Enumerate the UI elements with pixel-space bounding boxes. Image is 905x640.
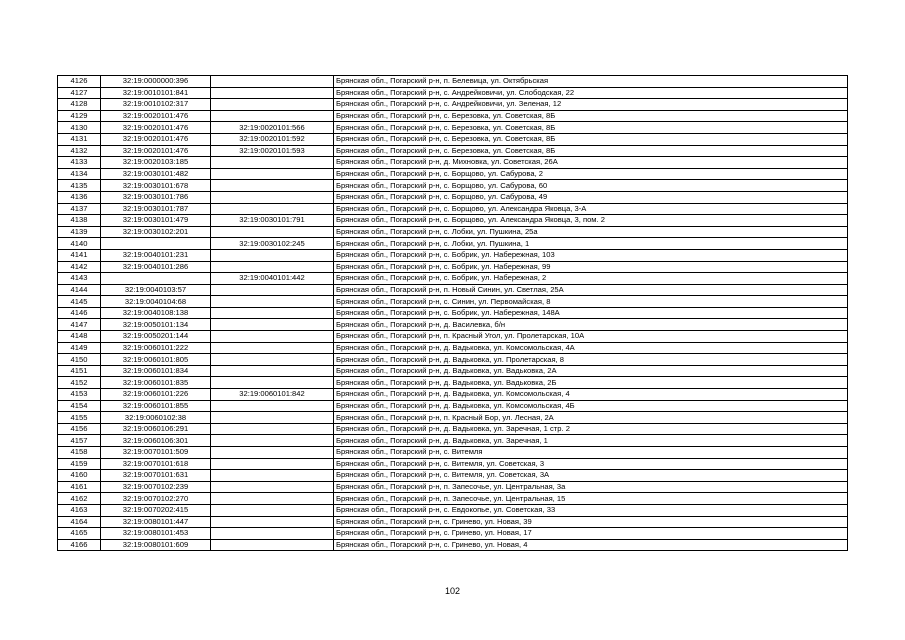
cadastral-number-cell: 32:19:0080101:447 bbox=[101, 516, 211, 528]
address-cell: Брянская обл., Погарский р-н, д. Вадьковка, ул. Пролетарская, 8 bbox=[334, 354, 848, 366]
table-row bbox=[58, 365, 848, 377]
table-row bbox=[58, 191, 848, 203]
address-cell: Брянская обл., Погарский р-н, с. Березовка, ул. Советская, 8Б bbox=[334, 110, 848, 122]
related-cadastral-number-cell bbox=[211, 516, 334, 528]
row-number-cell: 4163 bbox=[58, 504, 101, 516]
row-number-cell: 4137 bbox=[58, 203, 101, 215]
row-number-cell: 4140 bbox=[58, 238, 101, 250]
cadastral-number-cell: 32:19:0040104:68 bbox=[101, 296, 211, 308]
related-cadastral-number-cell bbox=[211, 481, 334, 493]
address-cell: Брянская обл., Погарский р-н, д. Василевка, б/н bbox=[334, 319, 848, 331]
related-cadastral-number-cell bbox=[211, 435, 334, 447]
related-cadastral-number-cell bbox=[211, 76, 334, 88]
row-number-cell: 4130 bbox=[58, 122, 101, 134]
cadastral-number-cell: 32:19:0080101:609 bbox=[101, 539, 211, 551]
address-cell: Брянская обл., Погарский р-н, п. Запесочье, ул. Центральная, 15 bbox=[334, 493, 848, 505]
related-cadastral-number-cell: 32:19:0030101:791 bbox=[211, 215, 334, 227]
cadastral-number-cell: 32:19:0020101:476 bbox=[101, 122, 211, 134]
row-number-cell: 4159 bbox=[58, 458, 101, 470]
address-cell: Брянская обл., Погарский р-н, д. Вадьковка, ул. Вадьковка, 2А bbox=[334, 365, 848, 377]
table-row bbox=[58, 331, 848, 343]
address-cell: Брянская обл., Погарский р-н, с. Андрейковичи, ул. Слободская, 22 bbox=[334, 87, 848, 99]
row-number-cell: 4156 bbox=[58, 423, 101, 435]
address-cell: Брянская обл., Погарский р-н, с. Синин, ул. Первомайская, 8 bbox=[334, 296, 848, 308]
address-cell: Брянская обл., Погарский р-н, с. Лобки, ул. Пушкина, 25а bbox=[334, 226, 848, 238]
related-cadastral-number-cell bbox=[211, 110, 334, 122]
address-cell: Брянская обл., Погарский р-н, с. Березовка, ул. Советская, 8Б bbox=[334, 122, 848, 134]
related-cadastral-number-cell bbox=[211, 191, 334, 203]
cadastral-number-cell: 32:19:0070202:415 bbox=[101, 504, 211, 516]
related-cadastral-number-cell bbox=[211, 377, 334, 389]
table-row bbox=[58, 296, 848, 308]
cadastral-number-cell: 32:19:0040101:286 bbox=[101, 261, 211, 273]
table-row bbox=[58, 458, 848, 470]
related-cadastral-number-cell bbox=[211, 400, 334, 412]
table-row bbox=[58, 249, 848, 261]
row-number-cell: 4126 bbox=[58, 76, 101, 88]
row-number-cell: 4157 bbox=[58, 435, 101, 447]
related-cadastral-number-cell bbox=[211, 284, 334, 296]
related-cadastral-number-cell bbox=[211, 458, 334, 470]
table-row bbox=[58, 133, 848, 145]
row-number-cell: 4150 bbox=[58, 354, 101, 366]
cadastral-number-cell: 32:19:0060106:301 bbox=[101, 435, 211, 447]
row-number-cell: 4132 bbox=[58, 145, 101, 157]
related-cadastral-number-cell bbox=[211, 331, 334, 343]
address-cell: Брянская обл., Погарский р-н, с. Бобрик, ул. Набережная, 103 bbox=[334, 249, 848, 261]
address-cell: Брянская обл., Погарский р-н, с. Витемля bbox=[334, 447, 848, 459]
row-number-cell: 4154 bbox=[58, 400, 101, 412]
cadastral-number-cell: 32:19:0070102:239 bbox=[101, 481, 211, 493]
cadastral-number-cell: 32:19:0030101:479 bbox=[101, 215, 211, 227]
table-row bbox=[58, 389, 848, 401]
related-cadastral-number-cell bbox=[211, 180, 334, 192]
cadastral-number-cell: 32:19:0020101:476 bbox=[101, 133, 211, 145]
row-number-cell: 4135 bbox=[58, 180, 101, 192]
page-number: 102 bbox=[444, 586, 461, 596]
row-number-cell: 4146 bbox=[58, 307, 101, 319]
row-number-cell: 4151 bbox=[58, 365, 101, 377]
address-cell: Брянская обл., Погарский р-н, с. Гринево, ул. Новая, 17 bbox=[334, 528, 848, 540]
related-cadastral-number-cell bbox=[211, 157, 334, 169]
row-number-cell: 4155 bbox=[58, 412, 101, 424]
table-row bbox=[58, 435, 848, 447]
cadastral-number-cell: 32:19:0040108:138 bbox=[101, 307, 211, 319]
address-cell: Брянская обл., Погарский р-н, д. Вадьковка, ул. Комсомольская, 4Б bbox=[334, 400, 848, 412]
row-number-cell: 4153 bbox=[58, 389, 101, 401]
related-cadastral-number-cell bbox=[211, 296, 334, 308]
row-number-cell: 4127 bbox=[58, 87, 101, 99]
table-row bbox=[58, 539, 848, 551]
row-number-cell: 4152 bbox=[58, 377, 101, 389]
row-number-cell: 4142 bbox=[58, 261, 101, 273]
related-cadastral-number-cell bbox=[211, 504, 334, 516]
cadastral-number-cell: 32:19:0020103:185 bbox=[101, 157, 211, 169]
address-cell: Брянская обл., Погарский р-н, п. Запесочье, ул. Центральная, 3а bbox=[334, 481, 848, 493]
cadastral-number-cell: 32:19:0060101:222 bbox=[101, 342, 211, 354]
table-row bbox=[58, 273, 848, 285]
table-row bbox=[58, 516, 848, 528]
cadastral-number-cell: 32:19:0060101:805 bbox=[101, 354, 211, 366]
row-number-cell: 4158 bbox=[58, 447, 101, 459]
address-cell: Брянская обл., Погарский р-н, с. Борщово, ул. Сабурова, 60 bbox=[334, 180, 848, 192]
related-cadastral-number-cell: 32:19:0020101:592 bbox=[211, 133, 334, 145]
related-cadastral-number-cell bbox=[211, 354, 334, 366]
address-cell: Брянская обл., Погарский р-н, д. Михновка, ул. Советская, 26А bbox=[334, 157, 848, 169]
row-number-cell: 4161 bbox=[58, 481, 101, 493]
cadastral-number-cell: 32:19:0050101:134 bbox=[101, 319, 211, 331]
cadastral-number-cell: 32:19:0060101:835 bbox=[101, 377, 211, 389]
address-cell: Брянская обл., Погарский р-н, с. Борщово, ул. Сабурова, 2 bbox=[334, 168, 848, 180]
cadastral-number-cell: 32:19:0030101:787 bbox=[101, 203, 211, 215]
table-row bbox=[58, 215, 848, 227]
row-number-cell: 4162 bbox=[58, 493, 101, 505]
row-number-cell: 4164 bbox=[58, 516, 101, 528]
row-number-cell: 4143 bbox=[58, 273, 101, 285]
related-cadastral-number-cell: 32:19:0020101:566 bbox=[211, 122, 334, 134]
cadastral-number-cell: 32:19:0080101:453 bbox=[101, 528, 211, 540]
related-cadastral-number-cell: 32:19:0040101:442 bbox=[211, 273, 334, 285]
table-row bbox=[58, 400, 848, 412]
related-cadastral-number-cell bbox=[211, 447, 334, 459]
address-cell: Брянская обл., Погарский р-н, д. Вадьковка, ул. Заречная, 1 bbox=[334, 435, 848, 447]
cadastral-number-cell: 32:19:0020101:476 bbox=[101, 110, 211, 122]
related-cadastral-number-cell bbox=[211, 342, 334, 354]
registry-table bbox=[57, 75, 848, 551]
related-cadastral-number-cell bbox=[211, 226, 334, 238]
cadastral-number-cell: 32:19:0000000:396 bbox=[101, 76, 211, 88]
cadastral-number-cell: 32:19:0070102:270 bbox=[101, 493, 211, 505]
address-cell: Брянская обл., Погарский р-н, с. Бобрик, ул. Набережная, 99 bbox=[334, 261, 848, 273]
cadastral-number-cell: 32:19:0060102:38 bbox=[101, 412, 211, 424]
related-cadastral-number-cell bbox=[211, 470, 334, 482]
address-cell: Брянская обл., Погарский р-н, с. Евдокопье, ул. Советская, 33 bbox=[334, 504, 848, 516]
registry-table-body bbox=[58, 76, 848, 551]
row-number-cell: 4138 bbox=[58, 215, 101, 227]
table-row bbox=[58, 284, 848, 296]
address-cell: Брянская обл., Погарский р-н, с. Бобрик, ул. Набережная, 2 bbox=[334, 273, 848, 285]
related-cadastral-number-cell bbox=[211, 539, 334, 551]
table-row bbox=[58, 447, 848, 459]
cadastral-number-cell: 32:19:0010101:841 bbox=[101, 87, 211, 99]
related-cadastral-number-cell bbox=[211, 493, 334, 505]
table-row bbox=[58, 481, 848, 493]
table-row bbox=[58, 203, 848, 215]
cadastral-number-cell: 32:19:0010102:317 bbox=[101, 99, 211, 111]
row-number-cell: 4129 bbox=[58, 110, 101, 122]
table-row bbox=[58, 87, 848, 99]
address-cell: Брянская обл., Погарский р-н, с. Андрейковичи, ул. Зеленая, 12 bbox=[334, 99, 848, 111]
related-cadastral-number-cell bbox=[211, 528, 334, 540]
cadastral-number-cell bbox=[101, 273, 211, 285]
address-cell: Брянская обл., Погарский р-н, п. Новый Синин, ул. Светлая, 25А bbox=[334, 284, 848, 296]
table-row bbox=[58, 238, 848, 250]
row-number-cell: 4148 bbox=[58, 331, 101, 343]
table-row bbox=[58, 180, 848, 192]
related-cadastral-number-cell bbox=[211, 423, 334, 435]
cadastral-number-cell: 32:19:0030101:786 bbox=[101, 191, 211, 203]
address-cell: Брянская обл., Погарский р-н, п. Красный Угол, ул. Пролетарская, 10А bbox=[334, 331, 848, 343]
row-number-cell: 4165 bbox=[58, 528, 101, 540]
address-cell: Брянская обл., Погарский р-н, с. Березовка, ул. Советская, 8Б bbox=[334, 145, 848, 157]
cadastral-number-cell bbox=[101, 238, 211, 250]
related-cadastral-number-cell bbox=[211, 412, 334, 424]
table-row bbox=[58, 145, 848, 157]
related-cadastral-number-cell bbox=[211, 87, 334, 99]
row-number-cell: 4147 bbox=[58, 319, 101, 331]
row-number-cell: 4131 bbox=[58, 133, 101, 145]
related-cadastral-number-cell bbox=[211, 249, 334, 261]
address-cell: Брянская обл., Погарский р-н, д. Вадьковка, ул. Комсомольская, 4 bbox=[334, 389, 848, 401]
address-cell: Брянская обл., Погарский р-н, д. Вадьковка, ул. Вадьковка, 2Б bbox=[334, 377, 848, 389]
address-cell: Брянская обл., Погарский р-н, с. Лобки, ул. Пушкина, 1 bbox=[334, 238, 848, 250]
related-cadastral-number-cell: 32:19:0060101:842 bbox=[211, 389, 334, 401]
table-row bbox=[58, 76, 848, 88]
row-number-cell: 4160 bbox=[58, 470, 101, 482]
related-cadastral-number-cell bbox=[211, 261, 334, 273]
table-row bbox=[58, 504, 848, 516]
row-number-cell: 4133 bbox=[58, 157, 101, 169]
address-cell: Брянская обл., Погарский р-н, с. Борщово, ул. Сабурова, 49 bbox=[334, 191, 848, 203]
table-row bbox=[58, 423, 848, 435]
table-row bbox=[58, 354, 848, 366]
cadastral-number-cell: 32:19:0040101:231 bbox=[101, 249, 211, 261]
row-number-cell: 4141 bbox=[58, 249, 101, 261]
cadastral-number-cell: 32:19:0070101:509 bbox=[101, 447, 211, 459]
address-cell: Брянская обл., Погарский р-н, с. Бобрик, ул. Набережная, 148А bbox=[334, 307, 848, 319]
table-row bbox=[58, 157, 848, 169]
cadastral-number-cell: 32:19:0050201:144 bbox=[101, 331, 211, 343]
address-cell: Брянская обл., Погарский р-н, д. Вадьковка, ул. Заречная, 1 стр. 2 bbox=[334, 423, 848, 435]
address-cell: Брянская обл., Погарский р-н, с. Витемля, ул. Советская, 3А bbox=[334, 470, 848, 482]
address-cell: Брянская обл., Погарский р-н, с. Гринево, ул. Новая, 39 bbox=[334, 516, 848, 528]
table-row bbox=[58, 528, 848, 540]
row-number-cell: 4139 bbox=[58, 226, 101, 238]
cadastral-number-cell: 32:19:0040103:57 bbox=[101, 284, 211, 296]
table-row bbox=[58, 470, 848, 482]
row-number-cell: 4144 bbox=[58, 284, 101, 296]
table-row bbox=[58, 319, 848, 331]
table-row bbox=[58, 412, 848, 424]
row-number-cell: 4166 bbox=[58, 539, 101, 551]
related-cadastral-number-cell bbox=[211, 203, 334, 215]
cadastral-number-cell: 32:19:0060101:855 bbox=[101, 400, 211, 412]
table-row bbox=[58, 377, 848, 389]
related-cadastral-number-cell bbox=[211, 99, 334, 111]
row-number-cell: 4134 bbox=[58, 168, 101, 180]
related-cadastral-number-cell bbox=[211, 365, 334, 377]
cadastral-number-cell: 32:19:0020101:476 bbox=[101, 145, 211, 157]
row-number-cell: 4145 bbox=[58, 296, 101, 308]
address-cell: Брянская обл., Погарский р-н, с. Витемля, ул. Советская, 3 bbox=[334, 458, 848, 470]
related-cadastral-number-cell bbox=[211, 319, 334, 331]
table-row bbox=[58, 261, 848, 273]
table-row bbox=[58, 307, 848, 319]
related-cadastral-number-cell bbox=[211, 307, 334, 319]
cadastral-number-cell: 32:19:0060106:291 bbox=[101, 423, 211, 435]
table-row bbox=[58, 110, 848, 122]
address-cell: Брянская обл., Погарский р-н, п. Красный Бор, ул. Лесная, 2А bbox=[334, 412, 848, 424]
row-number-cell: 4136 bbox=[58, 191, 101, 203]
cadastral-number-cell: 32:19:0070101:631 bbox=[101, 470, 211, 482]
related-cadastral-number-cell bbox=[211, 168, 334, 180]
row-number-cell: 4128 bbox=[58, 99, 101, 111]
table-row bbox=[58, 99, 848, 111]
table-row bbox=[58, 122, 848, 134]
table-row bbox=[58, 168, 848, 180]
address-cell: Брянская обл., Погарский р-н, д. Вадьковка, ул. Комсомольская, 4А bbox=[334, 342, 848, 354]
address-cell: Брянская обл., Погарский р-н, с. Гринево, ул. Новая, 4 bbox=[334, 539, 848, 551]
cadastral-number-cell: 32:19:0060101:226 bbox=[101, 389, 211, 401]
cadastral-number-cell: 32:19:0030101:678 bbox=[101, 180, 211, 192]
address-cell: Брянская обл., Погарский р-н, с. Борщово, ул. Александра Яковца, 3-А bbox=[334, 203, 848, 215]
address-cell: Брянская обл., Погарский р-н, п. Белевица, ул. Октябрьская bbox=[334, 76, 848, 88]
cadastral-number-cell: 32:19:0030102:201 bbox=[101, 226, 211, 238]
cadastral-number-cell: 32:19:0070101:618 bbox=[101, 458, 211, 470]
table-row bbox=[58, 342, 848, 354]
address-cell: Брянская обл., Погарский р-н, с. Березовка, ул. Советская, 8Б bbox=[334, 133, 848, 145]
address-cell: Брянская обл., Погарский р-н, с. Борщово, ул. Александра Яковца, 3, пом. 2 bbox=[334, 215, 848, 227]
cadastral-number-cell: 32:19:0030101:482 bbox=[101, 168, 211, 180]
related-cadastral-number-cell: 32:19:0020101:593 bbox=[211, 145, 334, 157]
table-row bbox=[58, 493, 848, 505]
row-number-cell: 4149 bbox=[58, 342, 101, 354]
table-row bbox=[58, 226, 848, 238]
related-cadastral-number-cell: 32:19:0030102:245 bbox=[211, 238, 334, 250]
cadastral-number-cell: 32:19:0060101:834 bbox=[101, 365, 211, 377]
